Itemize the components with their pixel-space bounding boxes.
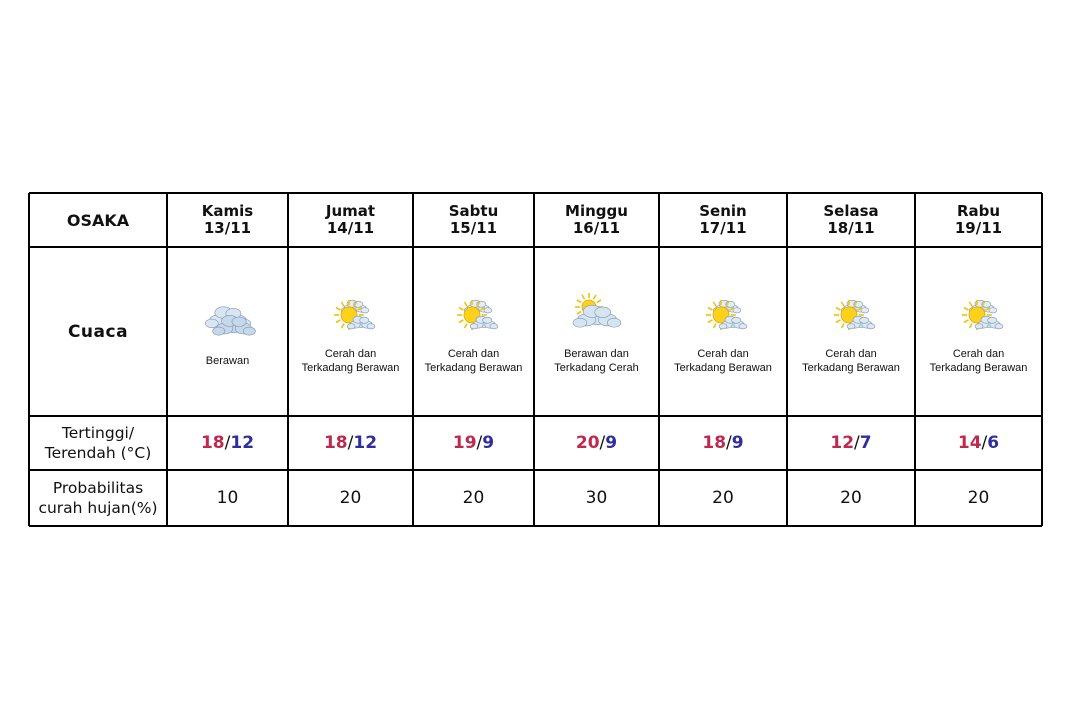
weather-condition [425,347,523,375]
day-date: 16/11 [572,219,621,237]
sun-cloud-icon [434,289,514,339]
day-date: 13/11 [203,219,252,237]
weather-condition-line1: Cerah dan [697,347,749,360]
day-header [787,193,915,247]
temperature-pair [324,433,377,453]
temperature-cell [915,416,1042,470]
temperature-high: 19 [452,433,477,453]
day-date: 14/11 [326,219,375,237]
temperature-cell [167,416,288,470]
weather-condition [206,354,249,368]
temp-row-label-line1: Tertinggi/ [61,424,135,442]
weather-condition-line2: Terkadang Berawan [674,361,772,374]
day-name: Jumat [325,202,376,220]
temperature-pair [201,433,254,453]
temp-row-label-line2: Terendah (°C) [44,444,152,462]
weather-condition [930,347,1028,375]
temperature-high: 18 [323,433,348,453]
temperature-high: 18 [702,433,727,453]
rain-probability: 20 [967,488,990,508]
weather-cell [534,247,659,416]
weather-cell [413,247,534,416]
weather-row-label-cell [29,247,167,416]
temperature-high: 20 [575,433,600,453]
temperature-low: 9 [482,433,495,453]
temperature-low: 12 [353,433,378,453]
weather-condition-line2: Terkadang Berawan [802,361,900,374]
temperature-low: 9 [731,433,744,453]
temperature-separator: / [981,433,988,453]
city-cell [29,193,167,247]
temperature-separator: / [726,433,732,453]
cloudy-icon [188,296,268,346]
temperature-pair [958,433,999,453]
temperature-separator: / [347,433,354,453]
weather-condition-line1: Cerah dan [324,347,377,360]
day-name: Kamis [201,202,254,220]
sun-cloud-icon [311,289,391,339]
weather-condition [554,347,638,375]
temperature-separator: / [476,433,483,453]
temperature-cell [288,416,413,470]
weather-forecast-table [28,192,1043,527]
day-date: 19/11 [954,219,1003,237]
rain-probability-cell [659,470,787,526]
day-header [659,193,787,247]
weather-condition [674,347,772,375]
weather-cell [167,247,288,416]
temperature-high: 12 [830,433,855,453]
day-name: Senin [699,202,747,220]
temperature-low: 12 [230,433,255,453]
weather-condition [302,347,400,375]
day-name: Rabu [956,202,1001,220]
sun-cloud-icon [683,289,763,339]
weather-condition-line2: Terkadang Berawan [424,361,523,374]
rain-row-label-cell [29,470,167,526]
temperature-cell [787,416,915,470]
weather-cell [915,247,1042,416]
rain-probability-cell [413,470,534,526]
day-date: 17/11 [699,219,747,237]
rain-probability: 30 [585,488,608,508]
cloud-sun-icon [557,289,637,339]
temperature-low: 7 [859,433,872,453]
day-header [413,193,534,247]
rain-probability-cell [534,470,659,526]
weather-condition-line1: Cerah dan [825,347,877,360]
rain-probability-cell [167,470,288,526]
weather-row-label: Cuaca [67,321,129,342]
day-header [534,193,659,247]
weather-cell [659,247,787,416]
weather-condition-line1: Berawan [205,354,250,367]
rain-probability: 20 [712,488,734,508]
temperature-separator: / [599,433,606,453]
weather-condition-line2: Terkadang Cerah [554,361,639,374]
rain-row-label-line1: Probabilitas [52,479,144,497]
temperature-high: 14 [957,433,982,453]
temperature-low: 9 [605,433,618,453]
rain-probability-cell [787,470,915,526]
weather-condition [802,347,900,375]
day-header [915,193,1042,247]
rain-probability: 20 [339,488,362,508]
day-name: Sabtu [448,202,499,220]
day-name: Selasa [823,202,879,220]
temperature-cell [413,416,534,470]
temperature-pair [453,433,494,453]
temperature-cell [659,416,787,470]
weather-condition-line2: Terkadang Berawan [301,361,400,374]
day-header [288,193,413,247]
rain-probability: 20 [462,488,485,508]
rain-probability: 20 [840,488,862,508]
temperature-cell [534,416,659,470]
day-header [167,193,288,247]
temperature-pair [830,433,871,453]
rain-row-label-line2: curah hujan(%) [38,499,158,517]
temperature-separator: / [224,433,231,453]
temperature-separator: / [854,433,860,453]
temperature-pair [702,433,743,453]
rain-probability: 10 [216,488,239,508]
weather-cell [787,247,915,416]
temp-row-label-cell [29,416,167,470]
city-name: OSAKA [66,210,130,230]
temperature-high: 18 [200,433,225,453]
temperature-pair [576,433,617,453]
day-date: 15/11 [449,219,498,237]
sun-cloud-icon [811,289,891,339]
weather-condition-line1: Cerah dan [952,347,1005,360]
day-name: Minggu [565,202,628,220]
rain-probability-cell [915,470,1042,526]
weather-cell [288,247,413,416]
weather-condition-line1: Berawan dan [564,347,629,360]
sun-cloud-icon [939,289,1019,339]
temperature-low: 6 [987,433,1000,453]
rain-probability-cell [288,470,413,526]
weather-condition-line2: Terkadang Berawan [929,361,1028,374]
weather-condition-line1: Cerah dan [447,347,500,360]
day-date: 18/11 [827,219,875,237]
